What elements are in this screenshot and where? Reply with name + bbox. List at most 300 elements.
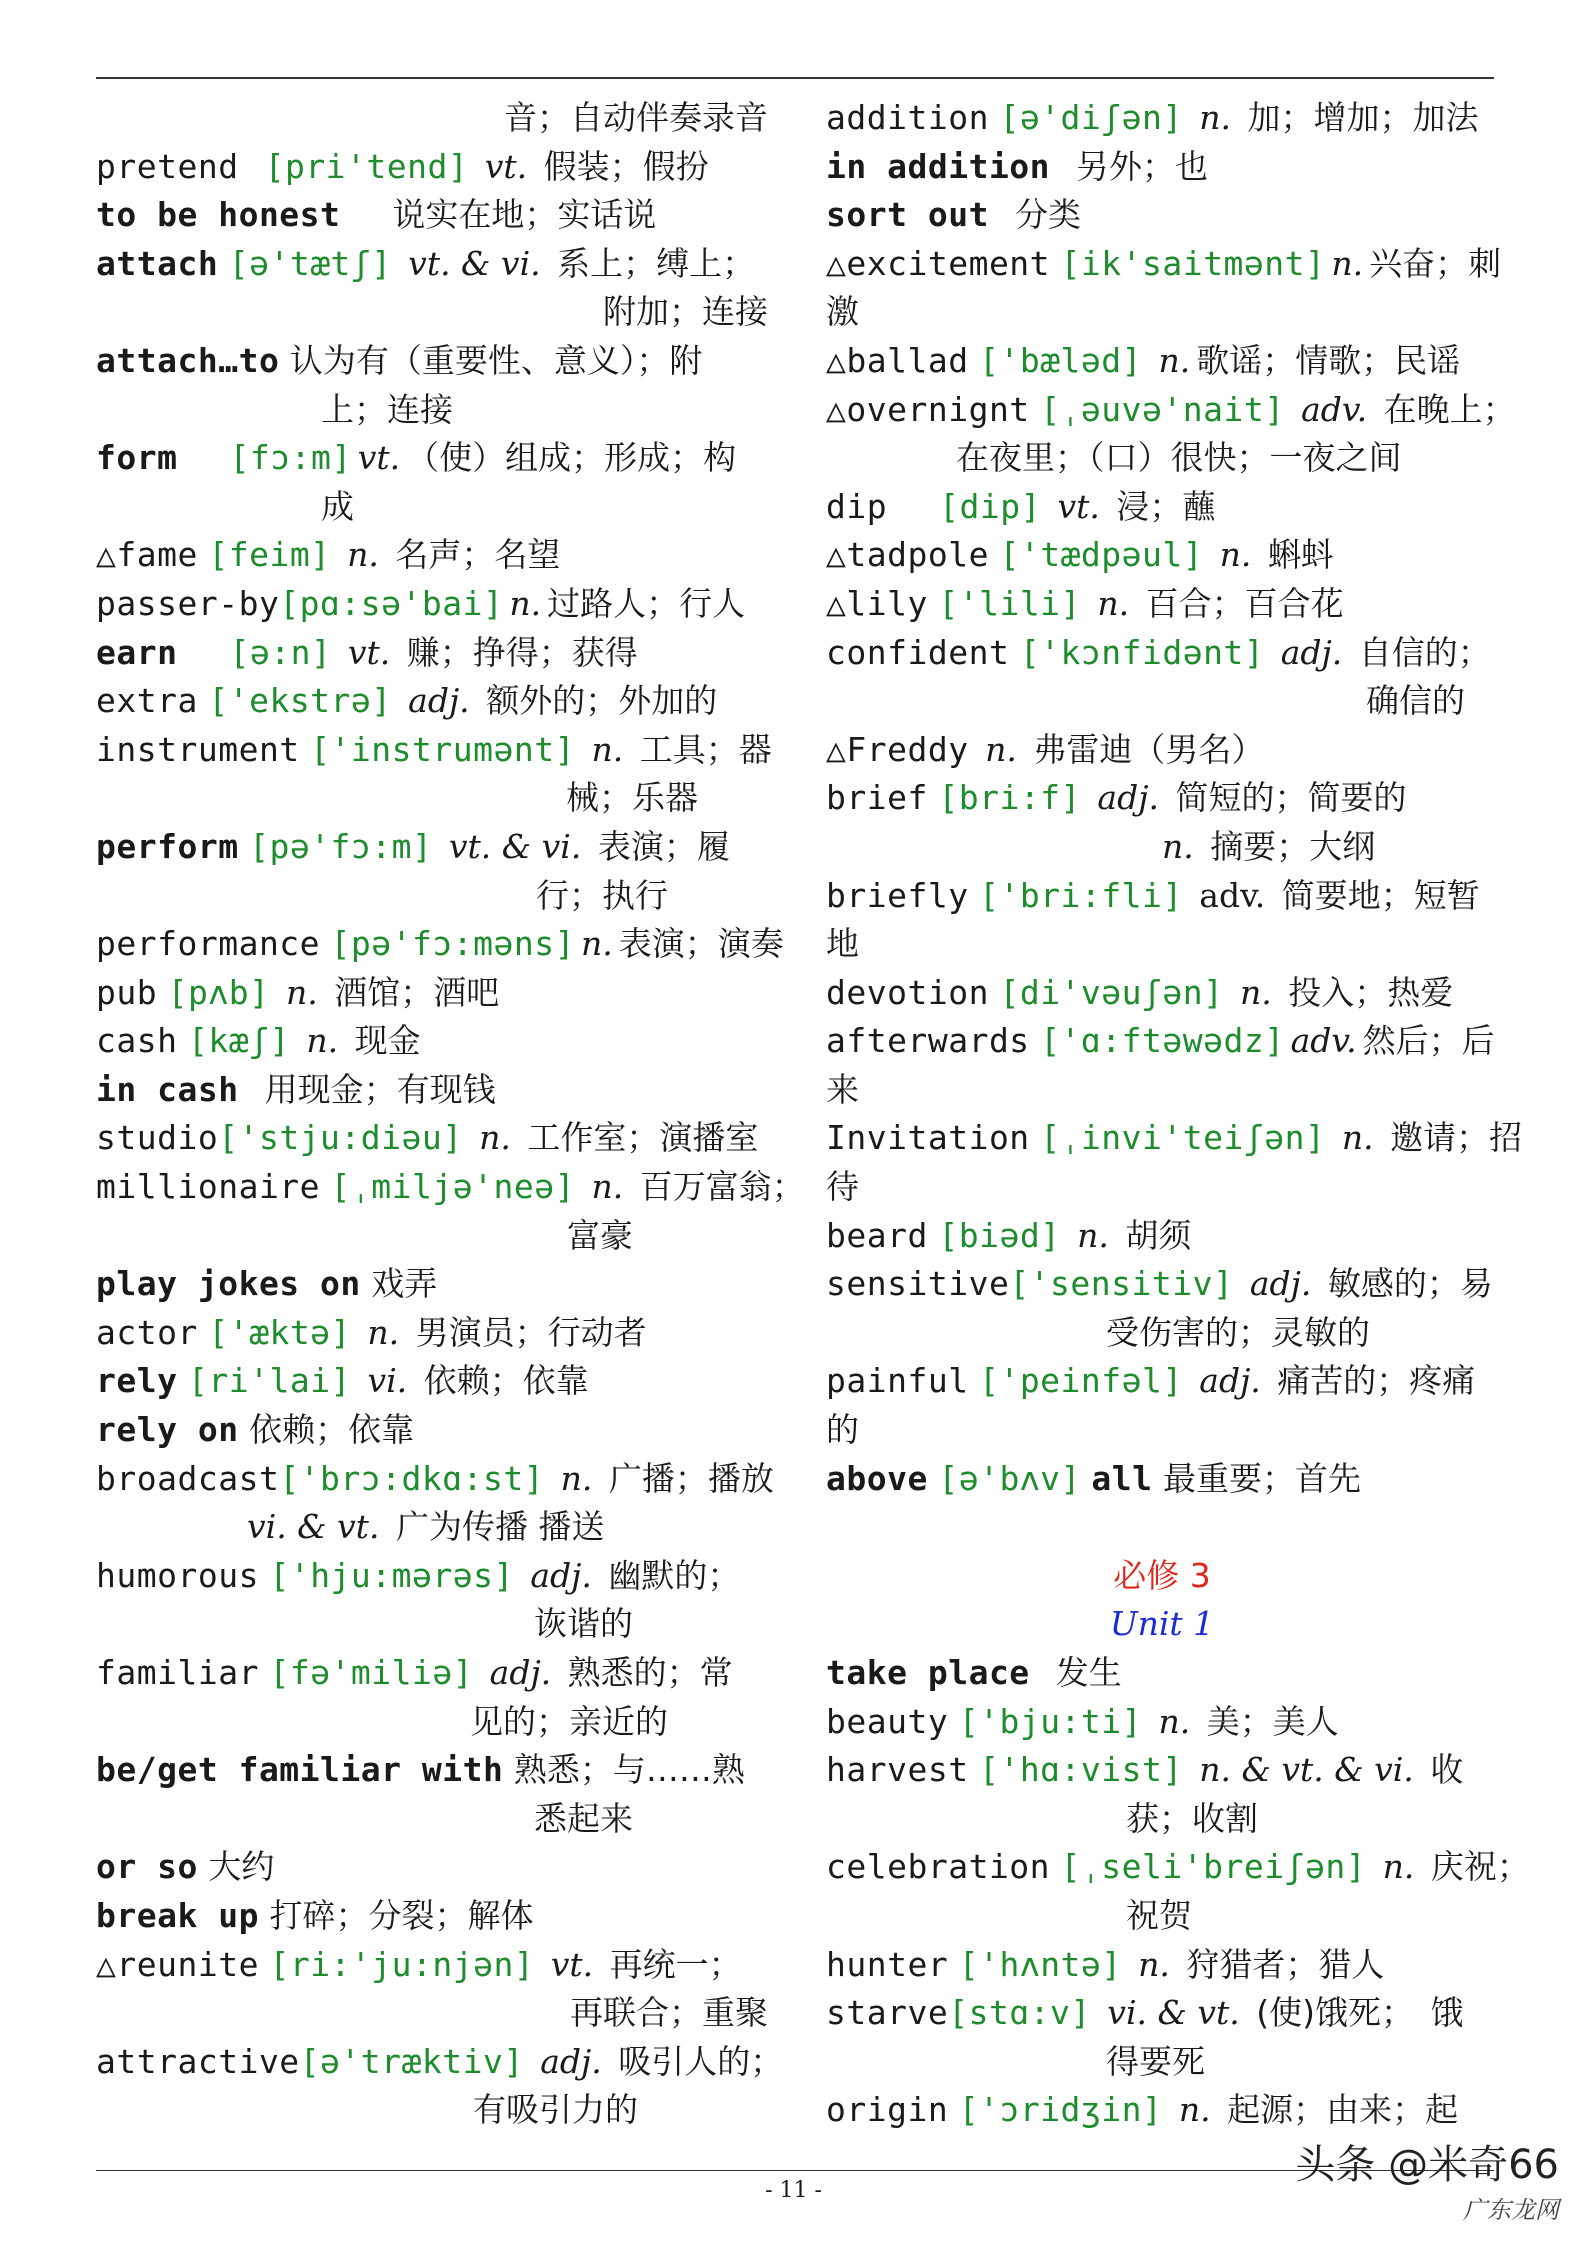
part-of-speech: n. <box>591 729 624 769</box>
part-of-speech: n. <box>1162 826 1194 866</box>
footer-rule <box>96 2170 1494 2171</box>
definition: 现金 <box>354 1021 421 1061</box>
definition: 工具；器 <box>639 729 772 769</box>
entry-sensitive <box>826 1260 1498 1309</box>
headword: afterwards <box>826 1021 1030 1061</box>
entry-beauty <box>826 1698 1498 1747</box>
entry-continuation <box>826 434 1498 483</box>
headword: sort out <box>826 195 989 235</box>
entry-performance <box>96 920 784 969</box>
entry-continuation <box>826 1309 1498 1358</box>
headword: in cash <box>96 1069 239 1109</box>
entry-form <box>96 434 768 483</box>
phonetic: [fɔ:m] <box>229 438 352 478</box>
definition: 依赖；依靠 <box>249 1410 415 1450</box>
section-title <box>826 1552 1498 1601</box>
part-of-speech: n. <box>1219 535 1252 575</box>
headword: actor <box>96 1312 198 1352</box>
definition: 祝贺 <box>1126 1895 1192 1935</box>
phonetic: ['æktə] <box>208 1312 351 1352</box>
definition: 行；执行 <box>536 875 668 915</box>
part-of-speech: adj. <box>1097 778 1159 818</box>
part-of-speech: n. <box>1199 98 1232 137</box>
header-rule <box>96 77 1494 79</box>
phonetic: [bri:f] <box>938 778 1081 818</box>
definition: 起源；由来；起 <box>1227 2090 1459 2130</box>
headword: break up <box>96 1895 259 1935</box>
entry-attractive <box>96 2038 784 2087</box>
headword: or so <box>96 1847 198 1887</box>
headword: brief <box>826 778 928 818</box>
entry-devotion <box>826 969 1498 1018</box>
entry-continuation <box>96 1989 768 2038</box>
headword: painful <box>826 1361 969 1401</box>
entry-continuation <box>96 872 768 921</box>
watermark-main: 头条 @米奇66 <box>1295 2142 1559 2188</box>
entry-starve <box>826 1989 1498 2038</box>
definition: 再统一； <box>609 1944 742 1984</box>
definition: 痛苦的；疼痛 <box>1277 1361 1476 1401</box>
definition: 兴奋；刺 <box>1369 243 1502 283</box>
headword: be/get familiar with <box>96 1750 504 1790</box>
definition: 表演；演奏 <box>618 924 784 964</box>
headword: attractive <box>96 2041 300 2081</box>
entry-freddy <box>826 726 1498 775</box>
entry-addition <box>826 94 1498 143</box>
entry-reunite <box>96 1941 768 1990</box>
definition: 另外；也 <box>1076 146 1209 186</box>
phonetic: [pri'tend] <box>264 146 469 186</box>
entry-cash <box>96 1017 768 1066</box>
part-of-speech: vt. & vi. <box>448 826 582 866</box>
entry-excitement <box>826 240 1502 289</box>
part-of-speech: n. <box>580 924 613 964</box>
definition: 得要死 <box>1106 2041 1205 2081</box>
part-of-speech: n. <box>285 972 318 1012</box>
definition: 敏感的；易 <box>1327 1264 1493 1304</box>
definition: 表演；履 <box>597 826 730 866</box>
phonetic: ['tædpəul] <box>999 535 1204 575</box>
headword: perform <box>96 826 239 866</box>
definition: 悉起来 <box>534 1798 633 1838</box>
part-of-speech: n. <box>306 1021 339 1061</box>
headword: confident <box>826 632 1010 672</box>
definition: 然后；后 <box>1362 1021 1495 1061</box>
phonetic: [ˌəuvə'nait] <box>1040 389 1285 429</box>
headword: sensitive <box>826 1264 1010 1304</box>
part-of-speech: n. <box>1158 1701 1191 1741</box>
phonetic: ['bæləd] <box>979 340 1143 380</box>
part-of-speech: vi. & vt. <box>1107 1993 1240 2033</box>
definition: 依赖；依靠 <box>423 1361 589 1401</box>
headword: celebration <box>826 1847 1051 1887</box>
entry-studio <box>96 1114 768 1163</box>
definition: 的 <box>826 1410 859 1450</box>
phonetic: [kæʃ] <box>187 1021 290 1061</box>
phonetic: [feim] <box>208 535 331 575</box>
definition: 再联合；重聚 <box>570 1993 768 2033</box>
part-of-speech: n. <box>1331 243 1364 283</box>
phonetic: [pʌb] <box>167 972 270 1012</box>
headword: extra <box>96 681 198 721</box>
definition: 系上；缚上； <box>557 243 756 283</box>
entry-pub <box>96 969 768 1018</box>
definition: 过路人；行人 <box>547 583 746 623</box>
entry-sort-out <box>826 191 1498 240</box>
definition: 分类 <box>1014 195 1081 235</box>
headword: starve <box>826 1993 949 2033</box>
definition: 歌谣；情歌；民谣 <box>1196 340 1461 380</box>
entry-continuation <box>96 1212 768 1261</box>
entry-continuation <box>96 2086 768 2135</box>
phonetic: [ik'saitmənt] <box>1060 243 1326 283</box>
phonetic: ['instrumənt] <box>310 729 575 769</box>
headword: pretend <box>96 146 239 186</box>
definition: （使）组成；形成；构 <box>406 438 737 478</box>
part-of-speech: adv. <box>1290 1021 1357 1061</box>
definition: 狩猎者；猎人 <box>1186 1944 1385 1984</box>
definition: 发生 <box>1055 1653 1122 1692</box>
entry-hunter <box>826 1941 1498 1990</box>
entry-attach <box>96 240 768 289</box>
part-of-speech: n. <box>1178 2090 1211 2130</box>
headword: △excitement <box>826 243 1051 283</box>
definition: 熟悉的；常 <box>567 1653 733 1692</box>
phonetic: ['ɔridʒin] <box>958 2090 1163 2130</box>
definition: 赚；挣得；获得 <box>406 632 638 672</box>
headword: performance <box>96 924 321 964</box>
definition: 投入；热爱 <box>1288 972 1454 1012</box>
definition: 庆祝； <box>1430 1847 1530 1887</box>
entry-take-place <box>826 1649 1498 1698</box>
phonetic: ['stju:diəu] <box>218 1118 463 1158</box>
section-title-text: 必修 3 <box>1113 1555 1211 1595</box>
entry-play-jokes-on <box>96 1260 768 1309</box>
definition: 戏弄 <box>371 1264 438 1304</box>
entry-continuation <box>826 920 1498 969</box>
phonetic: [ə'diʃən] <box>999 98 1183 137</box>
entry-humorous <box>96 1552 768 1601</box>
definition: 最重要；首先 <box>1163 1458 1362 1498</box>
definition: 幽默的； <box>608 1555 741 1595</box>
phonetic: [ˌinvi'teiʃən] <box>1040 1118 1326 1158</box>
entry-rely <box>96 1357 768 1406</box>
entry-continuation <box>826 1795 1498 1844</box>
part-of-speech: vt. <box>1057 486 1100 526</box>
headword: rely on <box>96 1410 239 1450</box>
definition: 受伤害的；灵敏的 <box>1106 1312 1370 1352</box>
entry-briefly <box>826 872 1498 921</box>
entry-earn <box>96 629 768 678</box>
headword: form <box>96 438 178 478</box>
phonetic: [fə'miliə] <box>269 1653 474 1692</box>
headword: cash <box>96 1021 178 1061</box>
entry-origin <box>826 2086 1498 2135</box>
definition: 百万富翁； <box>639 1167 805 1207</box>
definition: 美；美人 <box>1206 1701 1339 1741</box>
phonetic: ['bju:ti] <box>958 1701 1143 1741</box>
part-of-speech: adj. <box>1280 632 1343 672</box>
entry-confident <box>826 629 1498 678</box>
entry-continuation <box>96 1795 768 1844</box>
entry-brief <box>826 774 1498 823</box>
headword: earn <box>96 632 178 672</box>
headword: Invitation <box>826 1118 1030 1158</box>
headword: beauty <box>826 1701 949 1741</box>
phonetic: ['ɑ:ftəwədz] <box>1040 1021 1285 1061</box>
entry-in-addition <box>826 143 1498 192</box>
entry-fame <box>96 531 768 580</box>
headword: humorous <box>96 1555 259 1595</box>
phonetic: [pɑ:sə'bai] <box>279 583 504 623</box>
part-of-speech: vt. <box>550 1944 594 1984</box>
headword: familiar <box>96 1653 259 1692</box>
phonetic: ['ekstrə] <box>208 681 392 721</box>
part-of-speech: vt. <box>347 632 391 672</box>
entry-continuation <box>826 1892 1498 1941</box>
definition: 打碎；分裂；解体 <box>269 1895 534 1935</box>
part-of-speech: vt. & vi. <box>408 243 541 283</box>
headword: take place <box>826 1653 1030 1692</box>
entry-dip <box>826 483 1498 532</box>
headword: attach <box>96 243 219 283</box>
part-of-speech: n. <box>479 1118 511 1158</box>
phonetic: [pə'fɔ:m] <box>249 826 433 866</box>
part-of-speech: vt. <box>357 438 401 478</box>
entry-continuation <box>826 2038 1498 2087</box>
headword: △lily <box>826 583 928 623</box>
entry-beard <box>826 1212 1498 1261</box>
entry-continuation <box>96 1600 768 1649</box>
entry-be-get-familiar-with <box>96 1746 768 1795</box>
part-of-speech: adj. <box>408 681 470 721</box>
definition: 浸；蘸 <box>1116 486 1216 526</box>
entry-continuation <box>96 94 768 143</box>
phonetic: [ri:'ju:njən] <box>269 1944 535 1984</box>
headword: pub <box>96 972 158 1012</box>
definition: 上；连接 <box>321 389 453 429</box>
definition: 名声；名望 <box>395 535 561 575</box>
part-of-speech: adv. <box>1199 875 1266 915</box>
entry-lily <box>826 580 1498 629</box>
watermark <box>1295 2133 1559 2225</box>
phonetic: ['brɔ:dkɑ:st] <box>279 1458 545 1498</box>
entry-continuation <box>826 1406 1498 1455</box>
phonetic: [ri'lai] <box>187 1361 351 1401</box>
entry-continuation <box>96 386 768 435</box>
definition: 附加；连接 <box>603 292 768 332</box>
part-of-speech: adj. <box>1249 1264 1312 1304</box>
phonetic: [pə'fɔ:məns] <box>330 924 575 964</box>
definition: 有吸引力的 <box>473 2090 638 2130</box>
definition: 说实在地；实话说 <box>392 195 657 235</box>
part-of-speech: vi. <box>367 1361 408 1401</box>
headword: devotion <box>826 972 989 1012</box>
definition: 激 <box>826 292 859 332</box>
definition: 收 <box>1430 1750 1464 1790</box>
definition: 待 <box>826 1167 859 1207</box>
phonetic: ['peinfəl] <box>979 1361 1183 1401</box>
definition: 假装；假扮 <box>543 146 709 186</box>
entry-ballad <box>826 337 1498 386</box>
definition: 在晚上； <box>1383 389 1516 429</box>
part-of-speech: n. <box>1097 583 1130 623</box>
phonetic: [ə'træktiv] <box>299 2041 524 2081</box>
entry-continuation <box>96 288 768 337</box>
headword: origin <box>826 2090 949 2130</box>
definition: (使)饿死； 饿 <box>1256 1993 1464 2033</box>
definition: 胡须 <box>1125 1215 1192 1255</box>
entry-continuation <box>96 1698 768 1747</box>
entry-harvest <box>826 1746 1498 1795</box>
headword: △overnignt <box>826 389 1030 429</box>
entry-passer-by <box>96 580 768 629</box>
entry-afterwards <box>826 1017 1498 1066</box>
entry-familiar <box>96 1649 768 1698</box>
headword: studio <box>96 1118 219 1158</box>
headword: △tadpole <box>826 535 989 575</box>
headword: rely <box>96 1361 178 1401</box>
right-column <box>826 94 1530 2135</box>
part-of-speech: n. & vt. & vi. <box>1199 1750 1414 1790</box>
definition: 吸引人的； <box>618 2041 784 2081</box>
definition: 音；自动伴奏录音 <box>504 98 768 137</box>
page-number: - 11 - <box>765 2178 822 2203</box>
part-of-speech: vi. & vt. <box>247 1507 380 1547</box>
entry-perform <box>96 823 768 872</box>
definition: 加；增加；加法 <box>1247 98 1479 137</box>
part-of-speech: n. <box>1138 1944 1170 1984</box>
definition: 广播；播放 <box>608 1458 774 1498</box>
part-of-speech: n. <box>560 1458 593 1498</box>
part-of-speech: vt. <box>484 146 528 186</box>
entry-painful <box>826 1357 1498 1406</box>
entry-continuation <box>96 483 768 532</box>
definition: 确信的 <box>1366 681 1465 721</box>
definition: 工作室；演播室 <box>527 1118 759 1158</box>
entry-tadpole <box>826 531 1498 580</box>
unit-title-text: Unit 1 <box>1109 1604 1215 1644</box>
watermark-sub: 广东龙网 <box>1463 2196 1559 2224</box>
part-of-speech: n. <box>1240 972 1272 1012</box>
headword: above <box>826 1458 928 1498</box>
entry-actor <box>96 1309 768 1358</box>
phonetic: [ə'tætʃ] <box>228 243 392 283</box>
entry-above-all <box>826 1455 1498 1504</box>
headword: hunter <box>826 1944 949 1984</box>
entry-pretend <box>96 143 768 192</box>
headword: millionaire <box>96 1167 321 1207</box>
definition: 富豪 <box>567 1215 633 1255</box>
definition: 广为传播 播送 <box>395 1507 605 1547</box>
phonetic: [stɑ:v] <box>948 1993 1091 2033</box>
phonetic: [ə:n] <box>229 632 332 672</box>
definition: 简短的；简要的 <box>1175 778 1407 818</box>
definition: 熟悉；与……熟 <box>513 1750 745 1790</box>
headword: attach…to <box>96 340 280 380</box>
entry-invitation <box>826 1114 1523 1163</box>
headword: dip <box>826 486 888 526</box>
headword: in addition <box>826 146 1051 186</box>
phonetic: ['hʌntə] <box>958 1944 1122 1984</box>
definition: 摘要；大纲 <box>1210 826 1376 866</box>
entry-millionaire <box>96 1163 805 1212</box>
phonetic: [di'vəuʃən] <box>999 972 1224 1012</box>
definition: 百合；百合花 <box>1145 583 1344 623</box>
definition: 邀请；招 <box>1390 1118 1523 1158</box>
definition: 大约 <box>208 1847 275 1887</box>
part-of-speech: adj. <box>1199 1361 1261 1401</box>
headword: all <box>1091 1458 1153 1498</box>
definition: 弗雷迪（男名） <box>1033 729 1265 769</box>
phonetic: [ˌmiljə'neə] <box>330 1167 575 1207</box>
entry-in-cash <box>96 1066 768 1115</box>
entry-celebration <box>826 1843 1530 1892</box>
definition: 见的；亲近的 <box>470 1701 668 1741</box>
headword: to be honest <box>96 195 341 235</box>
definition: 来 <box>826 1069 859 1109</box>
headword: △fame <box>96 535 198 575</box>
entry-attach-to <box>96 337 768 386</box>
phonetic: [biəd] <box>938 1215 1061 1255</box>
definition: 诙谐的 <box>534 1604 633 1644</box>
headword: addition <box>826 98 989 137</box>
entry-break-up <box>96 1892 768 1941</box>
entry-continuation <box>96 774 768 823</box>
part-of-speech: n. <box>985 729 1017 769</box>
headword: beard <box>826 1215 928 1255</box>
part-of-speech: n. <box>509 583 542 623</box>
definition: 自信的； <box>1358 632 1491 672</box>
entry-or-so <box>96 1843 768 1892</box>
headword: △ballad <box>826 340 969 380</box>
part-of-speech: n. <box>1158 340 1191 380</box>
part-of-speech: adj. <box>489 1653 552 1692</box>
phonetic: [dip] <box>939 486 1041 526</box>
phonetic: [ə'bʌv] <box>938 1458 1081 1498</box>
entry-continuation <box>826 677 1498 726</box>
definition: 在夜里；（口）很快；一夜之间 <box>956 438 1402 478</box>
entry-continuation <box>826 823 1498 872</box>
entry-continuation <box>826 1066 1498 1115</box>
headword: passer-by <box>96 583 280 623</box>
headword: play jokes on <box>96 1264 361 1304</box>
entry-continuation <box>826 288 1498 337</box>
entry-rely-on <box>96 1406 768 1455</box>
phonetic: ['kɔnfidənt] <box>1019 632 1265 672</box>
definition: 地 <box>826 924 859 964</box>
part-of-speech: n. <box>591 1167 624 1207</box>
headword: broadcast <box>96 1458 280 1498</box>
definition: 简要地；短暂 <box>1281 875 1480 915</box>
definition: 械；乐器 <box>566 778 698 818</box>
entry-instrument <box>96 726 772 775</box>
headword: briefly <box>826 875 969 915</box>
phonetic: ['lili] <box>938 583 1081 623</box>
entry-extra <box>96 677 768 726</box>
definition: 获；收割 <box>1126 1798 1258 1838</box>
part-of-speech: adv. <box>1301 389 1368 429</box>
part-of-speech: n. <box>347 535 379 575</box>
unit-title <box>826 1600 1498 1649</box>
entry-broadcast <box>96 1455 774 1504</box>
definition: 额外的；外加的 <box>486 681 718 721</box>
part-of-speech: n. <box>1077 1215 1109 1255</box>
phonetic: ['hju:mərəs] <box>269 1555 514 1595</box>
entry-continuation <box>826 1163 1498 1212</box>
entry-to-be-honest <box>96 191 768 240</box>
part-of-speech: adj. <box>530 1555 592 1595</box>
